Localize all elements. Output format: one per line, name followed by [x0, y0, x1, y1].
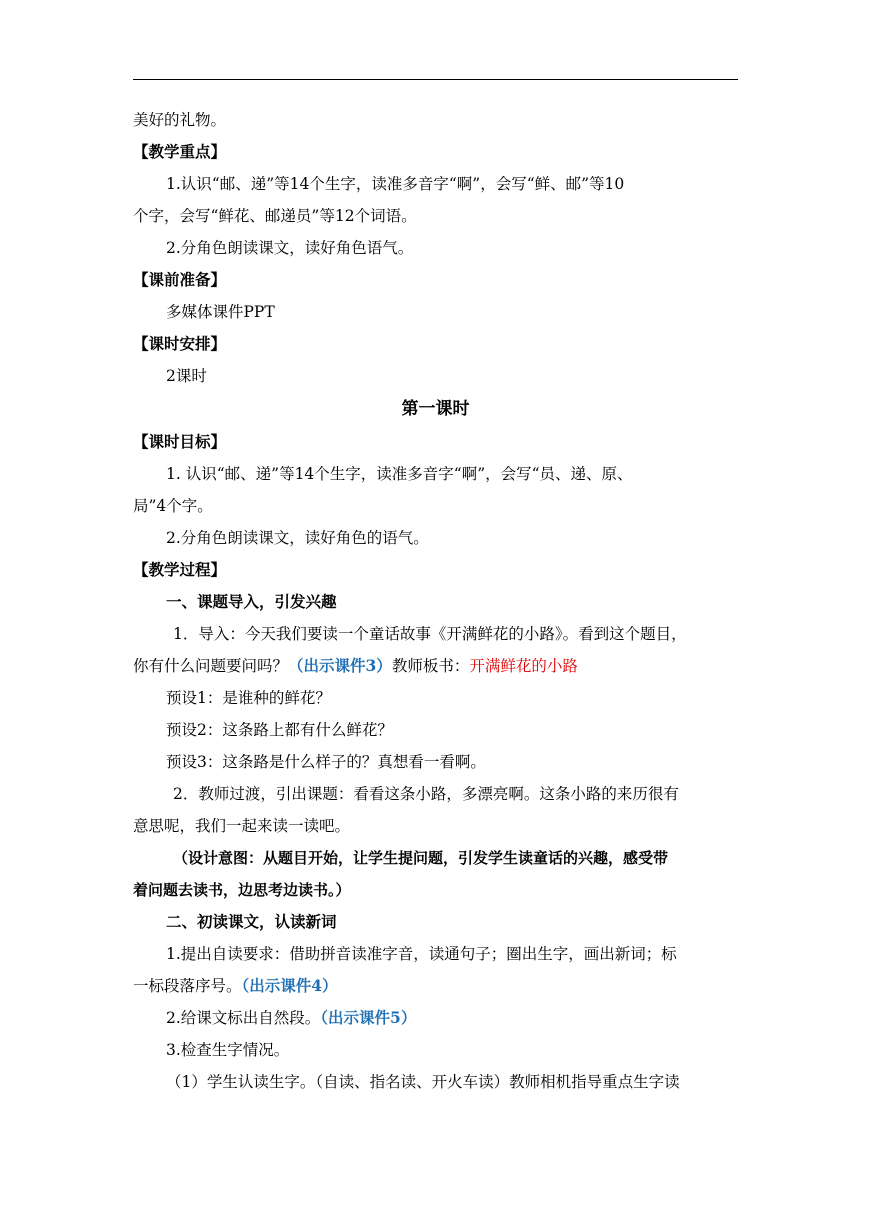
- text-line: （1）学生认读生字。（自读、指名读、开火车读）教师相机指导重点生字读: [166, 1073, 680, 1091]
- text-line: 3.检查生字情况。: [166, 1041, 290, 1059]
- courseware-ref: （出示课件4）: [241, 976, 338, 995]
- courseware-ref: （出示课件3）: [288, 656, 392, 675]
- text-line: 预设3：这条路是什么样子的？真想看一看啊。: [166, 753, 486, 771]
- text-line: 1. 认识“邮、递”等14个生字，读准多音字“啊”，会写“员、递、原、: [166, 465, 633, 483]
- text-line: [133, 1002, 738, 1034]
- text-line: 1.认识“邮、递”等14个生字，读准多音字“啊”，会写“鲜、邮”等10: [166, 175, 625, 193]
- text-line: 个字，会写“鲜花、邮递员”等12个词语。: [133, 207, 417, 225]
- design-intent: （设计意图：从题目开始，让学生提问题，引发学生读童话的兴趣，感受带: [173, 849, 669, 867]
- text-line: 1.提出自读要求：借助拼音读准字音，读通句子；圈出生字，画出新词；标: [166, 945, 677, 963]
- text-span: 你有什么问题要问吗？: [133, 657, 289, 675]
- heading-teaching-process: 【教学过程】: [133, 560, 227, 579]
- header-rule: [133, 79, 738, 80]
- heading-schedule: 【课时安排】: [133, 334, 227, 353]
- text-line: 局”4个字。: [133, 497, 213, 515]
- text-line: [133, 650, 738, 682]
- subsection-title: 一、课题导入，引发兴趣: [166, 592, 337, 611]
- text-line: 多媒体课件PPT: [166, 303, 275, 321]
- text-line: 预设1：是谁种的鲜花？: [166, 689, 331, 707]
- text-line: 2.分角色朗读课文，读好角色的语气。: [166, 529, 429, 547]
- design-intent: 着问题去读书，边思考边读书。）: [133, 881, 351, 899]
- section-title: 第一课时: [401, 399, 470, 419]
- board-title: 开满鲜花的小路: [469, 657, 578, 675]
- text-line: 2.分角色朗读课文，读好角色语气。: [166, 239, 414, 257]
- text-line: 1．导入：今天我们要读一个童话故事《开满鲜花的小路》。看到这个题目，: [173, 625, 687, 643]
- subsection-title: 二、初读课文，认读新词: [166, 912, 337, 931]
- heading-teaching-focus: 【教学重点】: [133, 142, 227, 161]
- courseware-ref: （出示课件5）: [320, 1008, 417, 1027]
- text-line: 2课时: [166, 367, 207, 385]
- text-line: [133, 970, 738, 1002]
- text-line: 意思呢，我们一起来读一读吧。: [133, 817, 351, 835]
- heading-preparation: 【课前准备】: [133, 270, 227, 289]
- document-body: [133, 104, 738, 1098]
- text-span: 一标段落序号。: [133, 977, 242, 995]
- text-line: 预设2：这条路上都有什么鲜花？: [166, 721, 393, 739]
- text-line: 2．教师过渡，引出课题：看看这条小路，多漂亮啊。这条小路的来历很有: [173, 785, 679, 803]
- text-span: 2.给课文标出自然段。: [166, 1009, 321, 1027]
- heading-lesson-goals: 【课时目标】: [133, 432, 227, 451]
- text-span: 教师板书：: [391, 657, 470, 675]
- text-line: 美好的礼物。: [133, 111, 227, 129]
